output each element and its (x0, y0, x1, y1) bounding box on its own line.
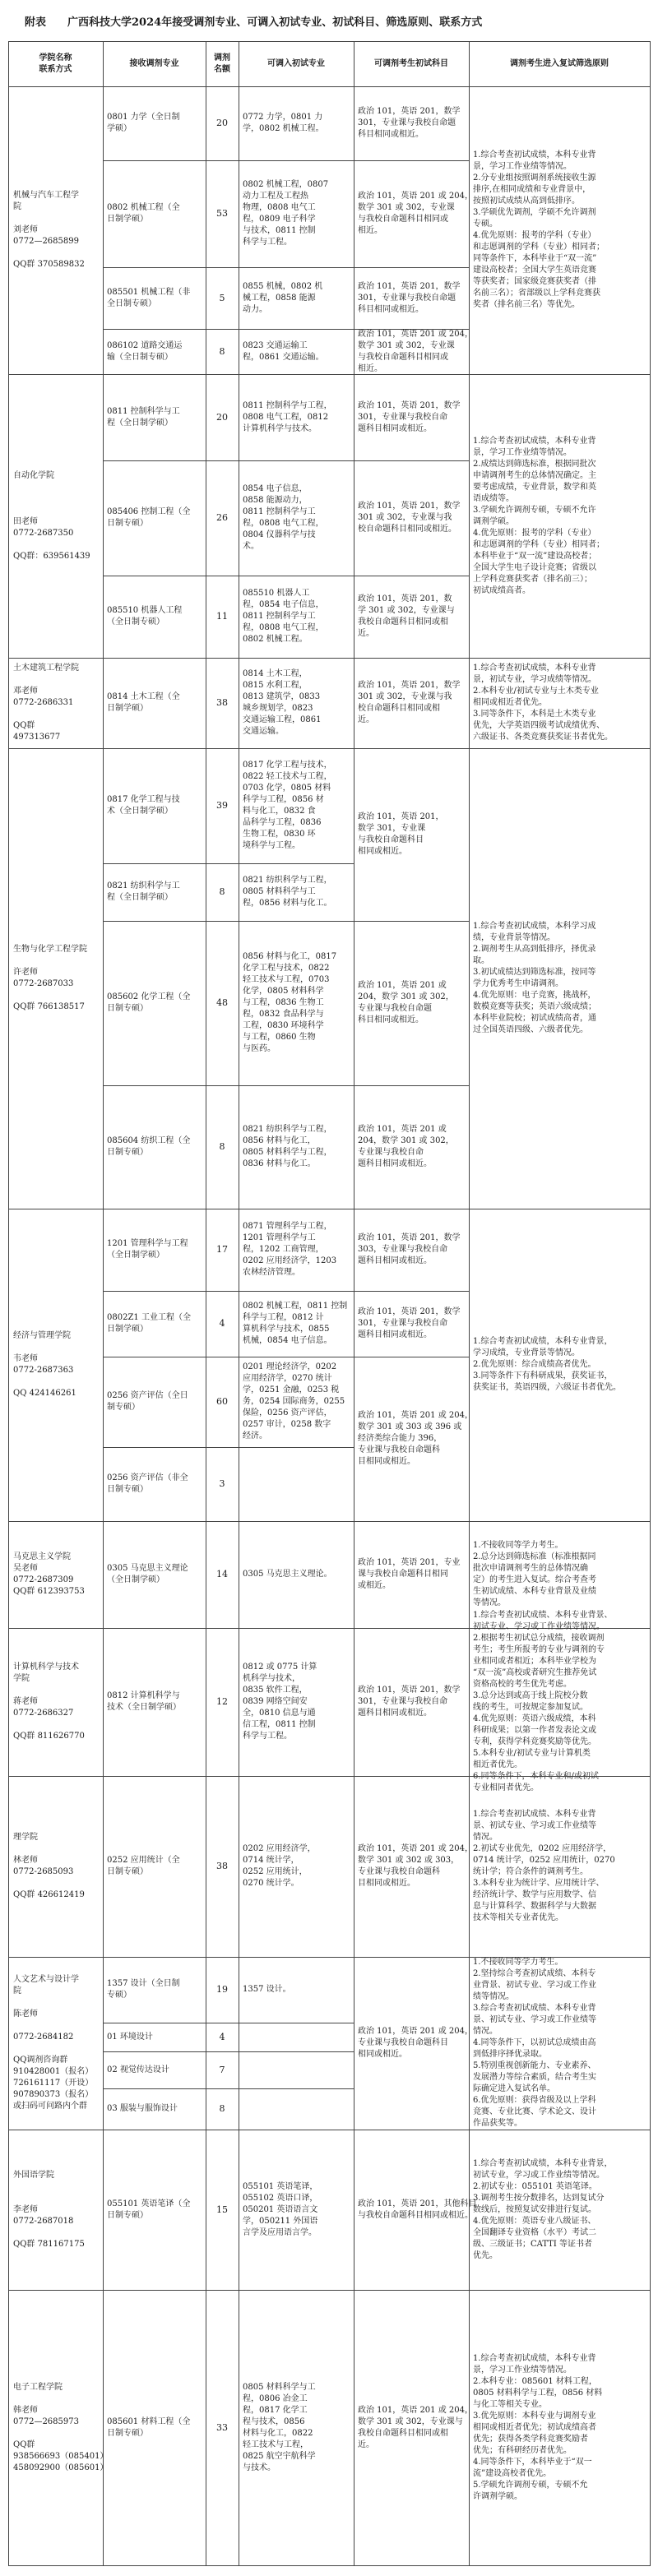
plan-count: 38 (216, 697, 228, 708)
major-name: 085601 材料工程（全 日制专硕） (107, 2416, 191, 2438)
plan-count: 8 (219, 2103, 225, 2114)
plan-count: 20 (216, 411, 228, 423)
college-contact: 机械与汽车工程学 院 刘老师 0772—2685899 QQ群 370589832 (13, 191, 85, 269)
inbound-majors: 0814 土木工程， 0815 水利工程， 0813 建筑学，0833 城乡规划学，0823 交通运输工程，0861 交通运输。 (243, 669, 322, 736)
plan-count: 4 (219, 1318, 225, 1329)
major-name: 0821 纺织科学与工 程（全日制学硕） (107, 881, 180, 902)
table-title (25, 7, 650, 39)
inbound-majors: 0821 纺织科学与工程， 0805 材料科学与工 程，0856 材料与化工。 (243, 876, 332, 908)
subjects-cell-merged (354, 748, 470, 922)
plan-count: 3 (219, 1478, 225, 1489)
exam-subjects: 政治 101，英语 201 或 204， 数学 301 或 302，专业课 与我校自命题科目相同或 相近。 (358, 192, 473, 235)
major-name: 085510 机器人工程 （全日制专硕） (107, 606, 183, 627)
exam-subjects: 政治 101，英语 201 或 204，数学 301 或 302， 专业课与我校自命题 科目相同或相近。 (358, 981, 454, 1024)
plan-count: 4 (219, 2031, 225, 2042)
inbound-majors: 085510 机器人工 程，0854 电子信息， 0811 控制科学与工 程，0808 电气工程， 0802 机械工程。 (243, 589, 324, 644)
plan-count: 12 (216, 1696, 228, 1707)
screening-principle: 1.不接收同等学力考生。 2.总分达到筛选标准（标准根据同 批次申请调剂考生的总体情况确 定）的考生进入复试。综合考查考 生初试成绩、本科专业背景及业绩 等情况。 (473, 1541, 596, 1607)
college-contact: 外国语学院 李老师 0772-2687018 QQ群 781167175 (13, 2170, 85, 2249)
inbound-majors: 0856 材料与化工，0817 化学工程与技术，0822 轻工技术与工程，0703 化学，0805 材料科学 与工程，0836 生物工 程，0832 食品科学与 工程，0830 环境科学 与工程，0860 生物 与医药。 (243, 952, 337, 1053)
exam-subjects: 政治 101，英语 201 或 204， 数学 301 或 302，专业课 与我校自命题科目相同或 相近。 (358, 329, 473, 373)
college-contact: 理学院 林老师 0772-2685093 QQ群 426612419 (13, 1833, 85, 1899)
plan-count: 8 (219, 345, 225, 357)
major-name: 0817 化学工程与技 术（全日制学硕） (107, 795, 180, 816)
exam-subjects: 政治 101，英语 201 或 204， 专业课与我校自命题科目 相同或相近。 (358, 2027, 473, 2059)
plan-count: 38 (216, 1861, 228, 1871)
inbound-majors: 0305 马克思主义理论。 (243, 1570, 332, 1579)
header-plan: 调剂 名额 (214, 53, 230, 74)
plan-count: 19 (216, 1984, 228, 1995)
major-name: 01 环境设计 (107, 2032, 153, 2042)
plan-count: 5 (219, 292, 225, 303)
inbound-cell (239, 2051, 354, 2089)
plan-count: 39 (216, 800, 228, 811)
inbound-majors: 0823 交通运输工 程，0861 交通运输。 (243, 340, 324, 362)
inbound-majors: 1357 设计。 (243, 1985, 291, 1994)
subjects-cell-merged (354, 1957, 473, 2130)
exam-subjects: 政治 101，英语 201，数学 301，专业课与我校自命 题科目相同或相近。 (358, 1307, 461, 1339)
screening-principle: 1.综合考查初试成绩，本科专业背景， 学习成绩，专业背景等情况。 2.优先原则：综合成绩高者优先。 3.同等条件下有科研成果，获奖证书， 获奖证书，英语四级，六级证书者优先。 (473, 1337, 621, 1392)
inbound-cell (239, 1447, 354, 1522)
inbound-majors: 0802 机械工程，0811 控制 科学与工程，0812 计 算机科学与技术，0855 机械，0854 电子信息。 (243, 1302, 348, 1345)
major-name: 03 服装与服饰设计 (107, 2104, 178, 2113)
plan-count: 8 (219, 1141, 225, 1152)
major-name: 0811 控制科学与工 程（全日制学硕） (107, 406, 180, 428)
plan-count: 26 (216, 512, 228, 523)
plan-count: 53 (216, 208, 228, 219)
inbound-majors: 0811 控制科学与工程， 0808 电气工程，0812 计算机科学与技术。 (243, 400, 332, 433)
plan-count: 48 (216, 997, 228, 1008)
major-name: 0801 力学（全日制 学硕） (107, 113, 180, 133)
screening-principle: 1.综合考查初试成绩，本科专业背景， 初试专业，学习或工作业绩等情况。 2.初试专业：055101 英语笔译。 3.调剂考生按分数排名，达到复试分 数线后，按照复试安排进行复试。 4.优先原则：英语专业八级证书、 全国翻译专业资格（水平）考试二 级、三级证书；CATTI 等证书者 优先。 (473, 2158, 613, 2260)
screening-principle: 1.综合考查初试成绩、本科专业背景、 初试专业、学习或工作业绩等情况。 2.根据考生初试总分成绩，接收调剂 考生；考生所报考的专业与调剂的专 业相同或者相近；本科毕业学校为 “双一流”高校或者研究生推荐免试 资格高校的考生优先考虑。 3.总分达到或高于线上院校分数 线的考生，可按规定参加复试。 4.优先原则：英语六级成绩，本科 科研成果；以第一作者发表论文或 专利，获得学科竞赛奖励等优先。 5.本科专业/初试专业与计算机类 相近者优先。 6.同等条件下，本科专业和/或初试 专业相同者优先。 (473, 1611, 613, 1792)
inbound-majors: 0871 管理科学与工程， 1201 管理科学与工 程，1202 工商管理， 0202 应用经济学，1203 农林经济管理。 (243, 1222, 337, 1277)
plan-count: 17 (216, 1244, 228, 1255)
inbound-majors: 0854 电子信息， 0858 能源动力， 0811 控制科学与工 程，0808 电气工程， 0804 仪器科学与技 术。 (243, 484, 324, 551)
major-name: 0802Z1 工业工程（全 日制学硕） (107, 1313, 191, 1334)
major-name: 1201 管理科学与工程 （全日制学硕） (107, 1239, 188, 1260)
major-name: 0812 计算机科学与 技术（全日制学硕） (107, 1691, 181, 1712)
major-name: 085602 化学工程（全 日制专硕） (107, 992, 191, 1013)
plan-count: 7 (219, 2064, 225, 2075)
major-name: 0802 机械工程（全 日制学硕） (107, 203, 180, 224)
screening-principle: 1.不接收同等学力考生。 2.坚持综合考查初试成绩、本科专 业背景、初试专业、学习或工作业 绩等情况。 3.综合考查初试成绩、本科专业背 景、初试专业、学习或工作业绩等 情况。 4.同等条件下，以初试总成绩由高 到低排序择优录取。 5.特别重视创新能力、专业素养、 发展潜力等综合素质，结合考生实 际确定进入复试名单。 6.优先原则：获得省级及以上学科 竞赛、专业比赛、学术论文、设计 作品获奖等。 (473, 1958, 596, 2128)
inbound-majors: 0855 机械，0802 机 械工程，0858 能源 动力。 (243, 281, 323, 314)
major-name: 0305 马克思主义理论 （全日制学硕） (107, 1564, 188, 1584)
college-contact: 人文艺术与设计学 院 陈老师 0772-2684182 QQ调剂咨询群 910428001（报名） 726161117（开设） 907890373（报名） 或扫码可问路内个群 (13, 1975, 94, 2111)
major-name: 086102 道路交通运 输（全日制专硕） (107, 340, 183, 362)
major-name: 0256 资产评估（全日 制专硕） (107, 1391, 188, 1412)
exam-subjects: 政治 101，英语 201，数学 301，专业课与我校自命题 科目相同或相近。 (358, 281, 461, 314)
exam-subjects: 政治 101，英语 201，数学 301，专业课与我校自命 题科目相同或相近。 (358, 400, 461, 433)
inbound-majors: 0201 理论经济学，0202 应用经济学，0270 统计 学，0251 金融，0253 税 务，0254 国际商务，0255 保险，0256 资产评估， 0257 审计，0258 数字 经济。 (243, 1362, 345, 1441)
inbound-majors: 0805 材料科学与工 程，0806 冶金工 程，0817 化学工 程与技术，0856 材料与化工，0822 轻工技术与工程， 0825 航空宇航科学 与技术。 (243, 2382, 316, 2472)
header-inbound: 可调入初试专业 (267, 58, 325, 68)
exam-subjects: 政治 101，英语 201，数学 301，专业课与我校自命 题科目相同或相近。 (358, 1686, 461, 1718)
header-major: 接收调剂专业 (129, 58, 179, 68)
exam-subjects: 政治 101，英语 201，数 学 301 或 302，专业课与 我校自命题科目相同或相 近。 (358, 594, 455, 638)
appendix-tag: 附表 (25, 16, 47, 29)
screening-principle: 1.综合考查初试成绩，本科专业背 景，学习工作业绩等情况。 2.分专业组按照调剂系统接收生源 排序,在相同成绩和专业背景中， 按照初试成绩从高到低排序。 3.学硕优先调剂，学硕不允许调剂 专硕。 4.优先原则：报考的学科（专业） 和志愿调剂的学科（专业）相同者； 同等条件下，本科毕业于“双一流” 建设高校者；全国大学生英语竞赛 等获奖者；国家级竞赛获奖者（排 名前三名）；省部级以上学科竞赛获 奖者（排名前三名）等优先。 (473, 150, 605, 309)
plan-count: 14 (216, 1569, 228, 1579)
header-principle: 调剂考生进入复试筛选原则 (510, 58, 609, 68)
inbound-majors: 0802 机械工程，0807 动力工程及工程热 物理，0808 电气工 程，0809 电子科学 与技术，0811 控制 科学与工程。 (243, 180, 329, 247)
exam-subjects: 政治 101，英语 201， 数学 301，专业课 与我校自命题科目 相同或相近。 (358, 812, 444, 856)
plan-count: 33 (216, 2421, 228, 2433)
exam-subjects: 政治 101，英语 201 或 204， 数学 301 或 302，专业课与 我校自命题科目相同或相 近。 (358, 2405, 473, 2449)
screening-principle: 1.综合考查初试成绩，本科专业背 景，学习工作业绩等情况。 2.本科专业：085601 材料工程， 0805 材料科学与工程，0856 材料 与化工等相关专业。 3.优先原则：本科专业与调剂专业 相同或相近者优先；初试成绩高者 优先；获得各类学科竞赛奖励者 优先；有科研经历者优先。 4.同等条件下，本科毕业于“双一 流”建设高校者优先。 5.学硕允许调剂专硕，专硕不允 许调剂学硕。 (473, 2353, 603, 2501)
college-contact: 经济与管理学院 韦老师 0772-2687363 QQ 424146261 (13, 1331, 76, 1398)
plan-count: 15 (216, 2204, 228, 2215)
exam-subjects: 政治 101，英语 201，数学 301 或 302，专业课与我 校自命题科目相同或相近。 (358, 502, 461, 534)
inbound-majors: 0812 或 0775 计算 机科学与技术， 0835 软件工程， 0839 网络空间安 全，0810 信息与通 信工程，0811 控制 科学与工程。 (243, 1663, 317, 1741)
major-name: 02 视觉传达设计 (107, 2065, 169, 2074)
college-contact: 自动化学院 田老师 0772-2687350 QQ群：639561439 (13, 470, 90, 561)
inbound-cell (239, 2023, 354, 2052)
college-contact: 生物与化学工程学院 许老师 0772-2687033 QQ群 766138517 (13, 945, 87, 1011)
college-contact: 电子工程学院 韩老师 0772—2685973 QQ群 938566693（085401） 458092900（085601） (13, 2382, 109, 2472)
major-name: 1357 设计（全日制 专硕） (107, 1979, 180, 2000)
college-contact: 土木建筑工程学院 邓老师 0772-2686331 QQ群 497313677 (13, 664, 79, 742)
exam-subjects: 政治 101，英语 201，专业 课与我校自命题科目相同 或相近。 (358, 1558, 461, 1590)
plan-count: 11 (216, 611, 228, 622)
college-contact: 计算机科学与技术 学院 蒋老师 0772-2686327 QQ群 811626770 (13, 1663, 85, 1741)
exam-subjects: 政治 101，英语 201 或 204， 数学 301 或 303 或 396 或 经济类综合能力 396， 专业课与我校自命题科 目相同或相近。 (358, 1411, 473, 1466)
plan-count: 20 (216, 118, 228, 128)
major-name: 0814 土木工程（全 日制学硕） (107, 692, 180, 713)
major-name: 085406 控制工程（全 日制专硕） (107, 507, 191, 528)
major-name: 055101 英语笔译（全 日制专硕） (107, 2199, 191, 2220)
exam-subjects: 政治 101，英语 201，数学 301 或 302，专业课与我 校自命题科目相同或相 近。 (358, 681, 461, 724)
screening-principle: 1.综合考查初试成绩、本科专业背 景、初试专业、学习或工作业绩等 情况。 2.初试专业优先，0202 应用经济学， 0714 统计学，0252 应用统计，0270 统计学；符合条件的调剂考生。 3.本科专业为统计学、应用统计学、 经济统计学、数学与应用数学、信 息与计算科学、数据科学与大数据 技术等相关专业者优先。 (473, 1810, 615, 1922)
exam-subjects: 政治 101，英语 201，数学 301，专业课与我校自命题 科目相同或相近。 (358, 107, 461, 139)
header-college: 学院名称 联系方式 (39, 53, 72, 74)
inbound-majors: 0202 应用经济学， 0714 统计学， 0252 应用统计， 0270 统计学。 (243, 1844, 316, 1888)
inbound-majors: 055101 英语笔译， 055102 英语口译， 050201 英语语言文 学，050211 外国语 言学及应用语言学。 (243, 2181, 318, 2237)
inbound-cell (239, 2088, 354, 2130)
header-subjects: 可调剂考生初试科目 (374, 58, 448, 68)
plan-count: 8 (219, 886, 225, 897)
major-name: 0256 资产评估（非全 日制专硕） (107, 1473, 188, 1494)
exam-subjects: 政治 101，英语 201 或 204， 数学 301 或 302 或 303， 专业课与我校自命题科 目相同或相近。 (358, 1844, 473, 1888)
major-name: 0252 应用统计（全 日制专硕） (107, 1856, 180, 1876)
exam-subjects: 政治 101，英语 201 或 204，数学 301 或 302， 专业课与我校自命 题科目相同或相近。 (358, 1125, 454, 1168)
exam-subjects: 政治 101，英语 201，数学 303，专业课与我校自命 题科目相同或相近。 (358, 1233, 461, 1265)
inbound-majors: 0821 纺织科学与工程， 0856 材料与化工， 0805 材料科学与工程， 0836 材料与化工。 (243, 1125, 332, 1168)
exam-subjects: 政治 101，英语 201，其他科目 与我校自命题科目相同或相近。 (358, 2199, 477, 2220)
screening-principle: 1.综合考查初试成绩，本科专业背 景，初试专业，学习成绩等情况。 2.本科专业/初试专业与土木类专业 相同或相近者优先。 3.同等条件下，本科是土木类专业 优先，大学英语四级考试成绩优秀、 六级证书、各类竞赛获奖证书者优先。 (473, 664, 613, 742)
screening-principle: 1.综合考查初试成绩，本科专业背 景，学习工作业绩等情况。 2.成绩达到筛选标准，根据同批次 申请调剂考生的总体情况确定。主 要考虑成绩，专业背景，数学和英 语成绩等。 3.学硕允许调剂专硕，专硕不允许 调剂学硕。 4.优先原则：报考的学科（专业） 和志愿调剂的学科（专业）相同者； 本科毕业于“双一流”建设高校者； 全国大学生电子设计竞赛；省级以 上学科竞赛获奖者（排名前三）； 初试成绩高者。 (473, 436, 605, 595)
inbound-majors: 0817 化学工程与技术， 0822 轻工技术与工程， 0703 化学，0805 材料 科学与工程，0856 材 料与化工，0832 食 品科学与工程，0836 生物工程，0830 环 境科学与工程。 (243, 761, 332, 850)
major-name: 085604 纺织工程（全 日制专硕） (107, 1136, 191, 1157)
major-name: 085501 机械工程（非 全日制专硕） (107, 287, 191, 308)
title-text: 广西科技大学2024年接受调剂专业、可调入初试专业、初试科目、筛选原则、联系方式 (67, 16, 483, 29)
inbound-majors: 0772 力学，0801 力 学，0802 机械工程。 (243, 113, 324, 133)
college-contact: 马克思主义学院 吴老师 0772-2687309 QQ群 612393753 (13, 1552, 85, 1596)
subjects-cell-merged (354, 1357, 473, 1522)
screening-principle: 1.综合考查初试成绩，本科学习成 绩，专业背景等情况。 2.调剂考生从高到低排序，择优录 取。 3.初试成绩达到筛选标准，按同等 学力优秀考生申请调剂。 4.优先原则：电子竞赛，挑战杯， 数模竞赛等获奖；英语六级成绩； 本科毕业院校；初试成绩高者，通 过全国英语四级、六级者优先。 (473, 922, 596, 1034)
plan-count: 60 (216, 1396, 228, 1407)
